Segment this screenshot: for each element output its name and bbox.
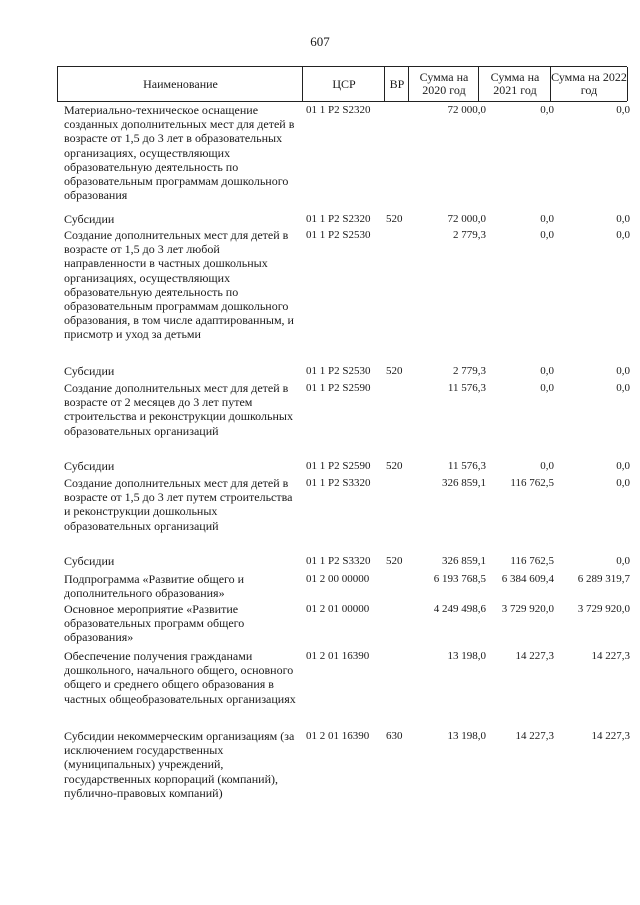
row-csr: 01 1 P2 S2590 xyxy=(306,460,371,472)
row-sum-2021: 0,0 xyxy=(540,104,554,116)
page-number: 607 xyxy=(310,34,330,49)
row-name: Субсидии xyxy=(64,364,115,378)
row-csr: 01 1 P2 S3320 xyxy=(306,555,371,567)
row-csr: 01 1 P2 S3320 xyxy=(306,477,371,489)
row-sum-2022: 14 227,3 xyxy=(591,650,630,662)
row-csr: 01 1 P2 S2530 xyxy=(306,365,371,377)
row-sum-2020: 6 193 768,5 xyxy=(433,573,486,585)
row-csr: 01 2 00 00000 xyxy=(306,573,370,585)
row-sum-2020: 13 198,0 xyxy=(447,730,486,742)
row-sum-2020: 326 859,1 xyxy=(442,555,486,567)
row-vr: 520 xyxy=(386,213,403,225)
row-sum-2021: 116 762,5 xyxy=(510,477,554,489)
row-sum-2020: 72 000,0 xyxy=(447,213,486,225)
row-sum-2022: 0,0 xyxy=(616,365,630,377)
row-sum-2021: 0,0 xyxy=(540,229,554,241)
row-sum-2021: 6 384 609,4 xyxy=(501,573,554,585)
row-vr: 630 xyxy=(386,730,403,742)
row-sum-2021: 0,0 xyxy=(540,382,554,394)
row-csr: 01 2 01 00000 xyxy=(306,603,370,615)
row-sum-2022: 0,0 xyxy=(616,213,630,225)
row-name: Субсидии xyxy=(64,554,115,568)
row-sum-2022: 0,0 xyxy=(616,555,630,567)
row-sum-2021: 3 729 920,0 xyxy=(501,603,554,615)
row-name: Материально-техническое оснащение созданных дополнительных мест для детей в возрасте от 1,5 до 3 лет в образовательных организациях, осуществляющих образовательную деятельность по образовательным программам дошкольного образования xyxy=(64,103,295,203)
row-sum-2020: 326 859,1 xyxy=(442,477,486,489)
row-name: Подпрограмма «Развитие общего и дополнительного образования» xyxy=(64,572,245,601)
row-sum-2022: 0,0 xyxy=(616,477,630,489)
row-sum-2022: 14 227,3 xyxy=(591,730,630,742)
row-csr: 01 2 01 16390 xyxy=(306,730,370,742)
row-csr: 01 1 P2 S2320 xyxy=(306,213,371,225)
row-sum-2020: 11 576,3 xyxy=(447,460,486,472)
row-sum-2020: 2 779,3 xyxy=(453,365,486,377)
header-sum-2020: Сумма на 2020 год xyxy=(408,67,479,101)
row-sum-2022: 0,0 xyxy=(616,460,630,472)
row-vr: 520 xyxy=(386,555,403,567)
row-vr: 520 xyxy=(386,460,403,472)
row-csr: 01 1 P2 S2320 xyxy=(306,104,371,116)
header-vr: ВР xyxy=(384,67,409,101)
row-name: Создание дополнительных мест для детей в возрасте от 1,5 до 3 лет путем строительства и реконструкции дошкольных образовательных организаций xyxy=(64,476,293,533)
header-sum-2021: Сумма на 2021 год xyxy=(478,67,551,101)
row-sum-2022: 0,0 xyxy=(616,104,630,116)
row-sum-2020: 13 198,0 xyxy=(447,650,486,662)
header-sum-2022: Сумма на 2022 год xyxy=(550,67,628,101)
row-name: Субсидии некоммерческим организациям (за исключением государственных (муниципальных) учреждений, государственных корпораций (компаний), публично-правовых компаний) xyxy=(64,729,295,800)
row-name: Субсидии xyxy=(64,459,115,473)
row-sum-2021: 14 227,3 xyxy=(515,650,554,662)
row-sum-2022: 0,0 xyxy=(616,229,630,241)
row-sum-2021: 14 227,3 xyxy=(515,730,554,742)
row-sum-2021: 0,0 xyxy=(540,460,554,472)
row-sum-2020: 11 576,3 xyxy=(447,382,486,394)
row-sum-2021: 116 762,5 xyxy=(510,555,554,567)
row-name: Субсидии xyxy=(64,212,115,226)
row-sum-2021: 0,0 xyxy=(540,365,554,377)
row-sum-2021: 0,0 xyxy=(540,213,554,225)
row-sum-2020: 72 000,0 xyxy=(447,104,486,116)
header-name: Наименование xyxy=(57,67,303,101)
row-csr: 01 1 P2 S2590 xyxy=(306,382,371,394)
table-header xyxy=(57,66,627,102)
row-name: Основное мероприятие «Развитие образовательных программ общего образования» xyxy=(64,602,245,645)
row-sum-2020: 4 249 498,6 xyxy=(433,603,486,615)
row-sum-2022: 0,0 xyxy=(616,382,630,394)
header-csr: ЦСР xyxy=(302,67,385,101)
row-name: Создание дополнительных мест для детей в возрасте от 1,5 до 3 лет любой направленности в частных дошкольных организациях, осуществляющих образовательную деятельность по образовательным программам дошкольного образования, в том числе адаптированным, и присмотр и уход за детьми xyxy=(64,228,294,342)
row-name: Создание дополнительных мест для детей в возрасте от 2 месяцев до 3 лет путем строительства и реконструкции дошкольных образовательных организаций xyxy=(64,381,293,438)
row-name: Обеспечение получения гражданами дошкольного, начального общего, основного общего и среднего общего образования в частных общеобразовательных организациях xyxy=(64,649,296,706)
row-sum-2022: 3 729 920,0 xyxy=(577,603,630,615)
row-csr: 01 2 01 16390 xyxy=(306,650,370,662)
row-sum-2020: 2 779,3 xyxy=(453,229,486,241)
row-csr: 01 1 P2 S2530 xyxy=(306,229,371,241)
row-vr: 520 xyxy=(386,365,403,377)
row-sum-2022: 6 289 319,7 xyxy=(577,573,630,585)
